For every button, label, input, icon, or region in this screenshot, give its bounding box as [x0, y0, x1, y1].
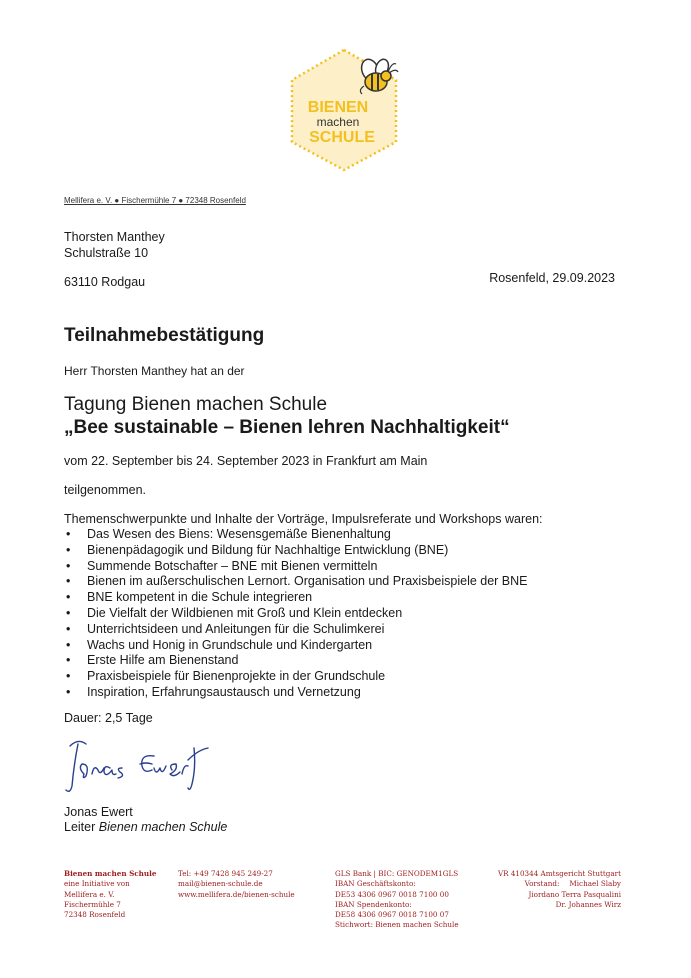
list-item: • Wachs und Honig in Grundschule und Kindergarten — [64, 638, 528, 654]
list-item: • BNE kompetent in die Schule integrieren — [64, 590, 528, 606]
recipient-name: Thorsten Manthey — [64, 230, 165, 244]
participated-text: teilgenommen. — [64, 483, 146, 497]
list-item: • Summende Botschafter – BNE mit Bienen vermitteln — [64, 559, 528, 575]
bienen-machen-schule-logo — [286, 46, 402, 172]
topics-list — [64, 527, 528, 701]
list-item: • Unterrichtsideen und Anleitungen für die Schulimkerei — [64, 622, 528, 638]
footer-email[interactable]: mail@bienen-schule.de — [178, 879, 263, 889]
topics-intro: Themenschwerpunkte und Inhalte der Vorträge, Impulsreferate und Workshops waren: — [64, 512, 543, 526]
list-item: • Praxisbeispiele für Bienenprojekte in der Grundschule — [64, 669, 528, 685]
list-item: • Erste Hilfe am Bienenstand — [64, 653, 528, 669]
intro-text: Herr Thorsten Manthey hat an der — [64, 364, 245, 378]
list-item: • Das Wesen des Biens: Wesensgemäße Bienenhaltung — [64, 527, 528, 543]
footer-website[interactable]: www.mellifera.de/bienen-schule — [178, 889, 295, 899]
footer-col-contact — [178, 869, 295, 900]
svg-text:machen: machen — [316, 115, 360, 129]
recipient-city: 63110 Rodgau — [64, 275, 146, 289]
footer-col-organization: Bienen machen Schule eine Initiative von Mellifera e. V. Fischermühle 7 72348 Rosenfeld — [64, 869, 157, 920]
list-item: • Bienenpädagogik und Bildung für Nachhaltige Entwicklung (BNE) — [64, 543, 528, 559]
recipient-street: Schulstraße 10 — [64, 246, 149, 260]
duration: Dauer: 2,5 Tage — [64, 711, 153, 725]
document-title: Teilnahmebestätigung — [64, 325, 265, 346]
footer-col-register: VR 410344 Amtsgericht Stuttgart Vorstand: Michael Slaby Jiordano Terra Pasqualini Dr. Johannes Wirz — [497, 869, 621, 909]
event-subtitle: „Bee sustainable – Bienen lehren Nachhaltigkeit“ — [64, 417, 510, 438]
svg-text:BIENEN: BIENEN — [307, 99, 369, 116]
event-date: vom 22. September bis 24. September 2023 in Frankfurt am Main — [64, 454, 428, 468]
signer-role: Leiter Bienen machen Schule — [64, 820, 228, 834]
list-item: • Inspiration, Erfahrungsaustausch und Vernetzung — [64, 685, 528, 701]
footer-phone: Tel: +49 7428 945 249-27 — [178, 869, 273, 878]
signer-name: Jonas Ewert — [64, 805, 133, 819]
handwritten-signature — [64, 734, 224, 796]
document-date: Rosenfeld, 29.09.2023 — [489, 271, 615, 285]
event-name: Tagung Bienen machen Schule — [64, 394, 328, 415]
sender-line: Mellifera e. V. ● Fischermühle 7 ● 72348 Rosenfeld — [64, 196, 246, 205]
list-item: • Bienen im außerschulischen Lernort. Organisation und Praxisbeispiele der BNE — [64, 574, 528, 590]
footer-col-bank: GLS Bank | BIC: GENODEM1GLS IBAN Geschäftskonto: DE53 4306 0967 0018 7100 00 IBAN Spendenkonto: DE58 4306 0967 0018 7100 07 Stichwort: Bienen machen Schule — [335, 869, 459, 930]
list-item: • Die Vielfalt der Wildbienen mit Groß und Klein entdecken — [64, 606, 528, 622]
svg-text:SCHULE: SCHULE — [309, 129, 375, 146]
